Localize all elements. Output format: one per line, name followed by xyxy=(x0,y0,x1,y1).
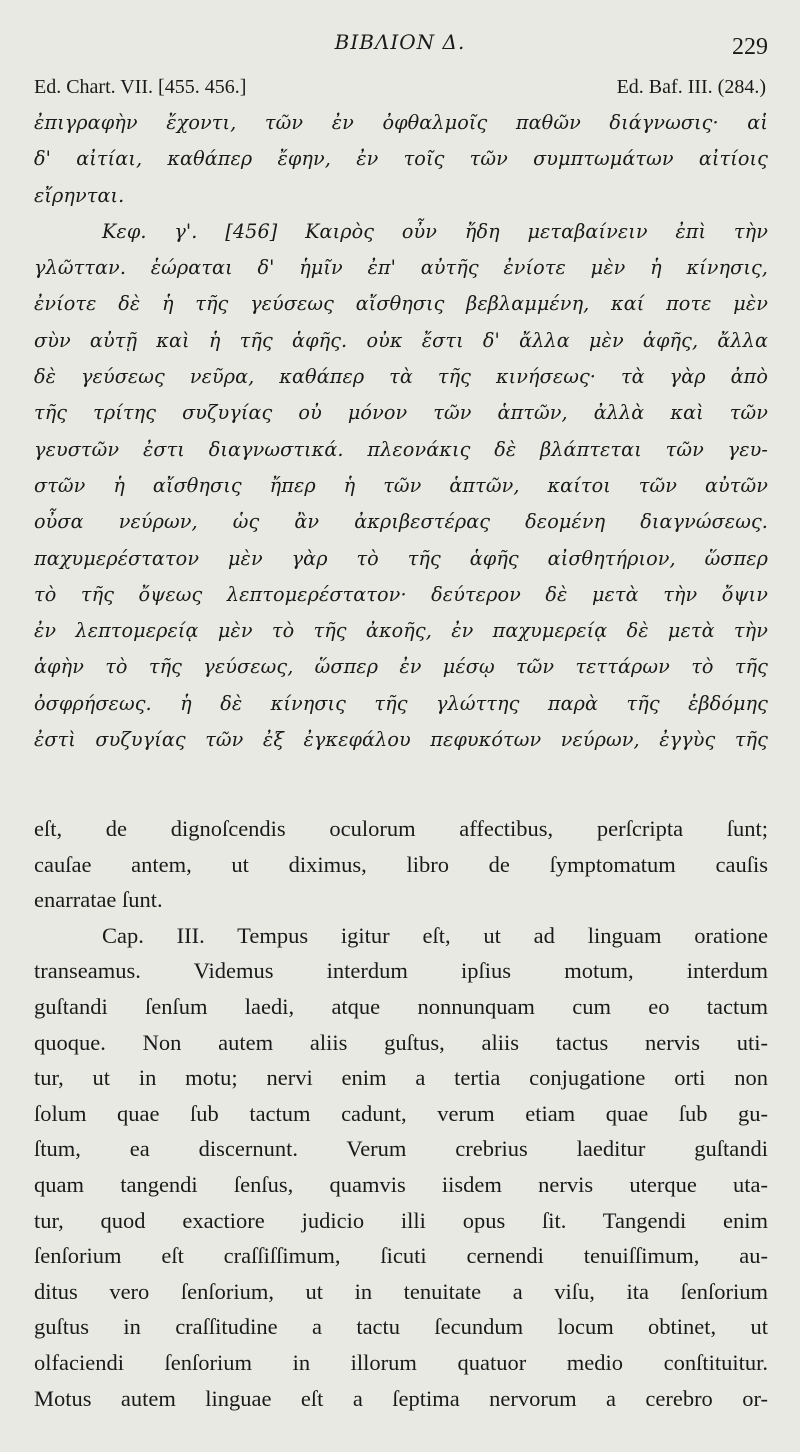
greek-line: ἐστὶ συζυγίας τῶν ἐξ ἐγκεφάλου πεφυκότων νεύρων, ἐγγὺς τῆς xyxy=(34,728,768,752)
latin-line: guſtus in craſſitudine a tactu ſecundum locum obtinet, ut xyxy=(34,1314,768,1340)
latin-line: cauſae antem, ut diximus, libro de ſymptomatum cauſis xyxy=(34,851,768,877)
greek-chapter-heading-line: Κεφ. γ'. [456] Καιρὸς οὖν ἤδη μεταβαίνειν ἐπὶ τὴν xyxy=(102,219,768,243)
greek-line: ἐνίοτε δὲ ἡ τῆς γεύσεως αἴσθησις βεβλαμμένη, καί ποτε μὲν xyxy=(34,292,768,316)
latin-chapter-heading-line: Cap. III. Tempus igitur eſt, ut ad linguam oratione xyxy=(102,922,768,948)
greek-line: τῆς τρίτης συζυγίας οὐ μόνον τῶν ἁπτῶν, ἀλλὰ καὶ τῶν xyxy=(34,401,768,425)
edition-reference-right: Ed. Baf. III. (284.) xyxy=(616,76,766,98)
running-title: BIBΛION Δ. xyxy=(334,30,466,54)
greek-line: γευστῶν ἐστι διαγνωστικά. πλεονάκις δὲ βλάπτεται τῶν γευ- xyxy=(34,437,768,461)
edition-reference-left: Ed. Chart. VII. [455. 456.] xyxy=(34,76,247,98)
greek-line: σὺν αὐτῇ καὶ ἡ τῆς ἁφῆς. οὐκ ἔστι δ' ἄλλα μὲν ἁφῆς, ἄλλα xyxy=(34,328,768,352)
greek-line: οὖσα νεύρων, ὡς ἂν ἀκριβεστέρας δεομένη διαγνώσεως. xyxy=(34,510,768,534)
latin-line: ditus vero ſenſorium, ut in tenuitate a viſu, ita ſenſorium xyxy=(34,1278,768,1304)
latin-line: guſtandi ſenſum laedi, atque nonnunquam cum eo tactum xyxy=(34,993,768,1019)
greek-line: ἁφὴν τὸ τῆς γεύσεως, ὥσπερ ἐν μέσῳ τῶν τεττάρων τὸ τῆς xyxy=(34,655,768,679)
latin-line: quoque. Non autem aliis guſtus, aliis tactus nervis uti- xyxy=(34,1029,768,1055)
latin-line: eſt, de dignoſcendis oculorum affectibus, perſcripta ſunt; xyxy=(34,816,768,841)
latin-line: tur, ut in motu; nervi enim a tertia conjugatione orti non xyxy=(34,1065,768,1091)
greek-line: ὀσφρήσεως. ἡ δὲ κίνησις τῆς γλώττης παρὰ τῆς ἑβδόμης xyxy=(34,691,768,715)
latin-line: Motus autem linguae eſt a ſeptima nervorum a cerebro or- xyxy=(34,1385,768,1411)
greek-line: γλῶτταν. ἑώραται δ' ἡμῖν ἐπ' αὐτῆς ἐνίοτε μὲν ἡ κίνησις, xyxy=(34,256,768,280)
latin-line: tur, quod exactiore judicio illi opus ſit. Tangendi enim xyxy=(34,1207,768,1233)
latin-line: olfaciendi ſenſorium in illorum quatuor medio conſtituitur. xyxy=(34,1349,768,1375)
greek-text-block xyxy=(34,105,768,758)
greek-line: στῶν ἡ αἴσθησις ἤπερ ἡ τῶν ἁπτῶν, καίτοι τῶν αὐτῶν xyxy=(34,473,768,497)
greek-line: δ' αἰτίαι, καθάπερ ἔφην, ἐν τοῖς τῶν συμπτωμάτων αἰτίοις xyxy=(34,147,768,171)
latin-line: ſenſorium eſt craſſiſſimum, ſicuti cernendi tenuiſſimum, au- xyxy=(34,1243,768,1269)
greek-line: ἐν λεπτομερείᾳ μὲν τὸ τῆς ἀκοῆς, ἐν παχυμερείᾳ δὲ μετὰ τὴν xyxy=(34,619,768,643)
latin-text-block xyxy=(34,811,768,1416)
latin-line: quam tangendi ſenſus, quamvis iisdem nervis uterque uta- xyxy=(34,1171,768,1197)
latin-line: transeamus. Videmus interdum ipſius motum, interdum xyxy=(34,958,768,984)
greek-line: εἴρηνται. xyxy=(34,183,125,207)
edition-reference-line xyxy=(34,76,766,99)
greek-line: ἐπιγραφὴν ἔχοντι, τῶν ἐν ὀφθαλμοῖς παθῶν διάγνωσις· αἱ xyxy=(34,111,768,134)
latin-line: enarratae ſunt. xyxy=(34,887,163,913)
page-number: 229 xyxy=(732,34,768,60)
greek-line: δὲ γεύσεως νεῦρα, καθάπερ τὰ τῆς κινήσεως· τὰ γὰρ ἀπὸ xyxy=(34,365,768,389)
greek-line: τὸ τῆς ὄψεως λεπτομερέστατον· δεύτερον δὲ μετὰ τὴν ὄψιν xyxy=(34,582,768,606)
greek-line: παχυμερέστατον μὲν γὰρ τὸ τῆς ἁφῆς αἰσθητήριον, ὥσπερ xyxy=(34,546,768,570)
latin-line: ſolum quae ſub tactum cadunt, verum etiam quae ſub gu- xyxy=(34,1100,768,1126)
latin-line: ſtum, ea discernunt. Verum crebrius laeditur guſtandi xyxy=(34,1136,768,1162)
